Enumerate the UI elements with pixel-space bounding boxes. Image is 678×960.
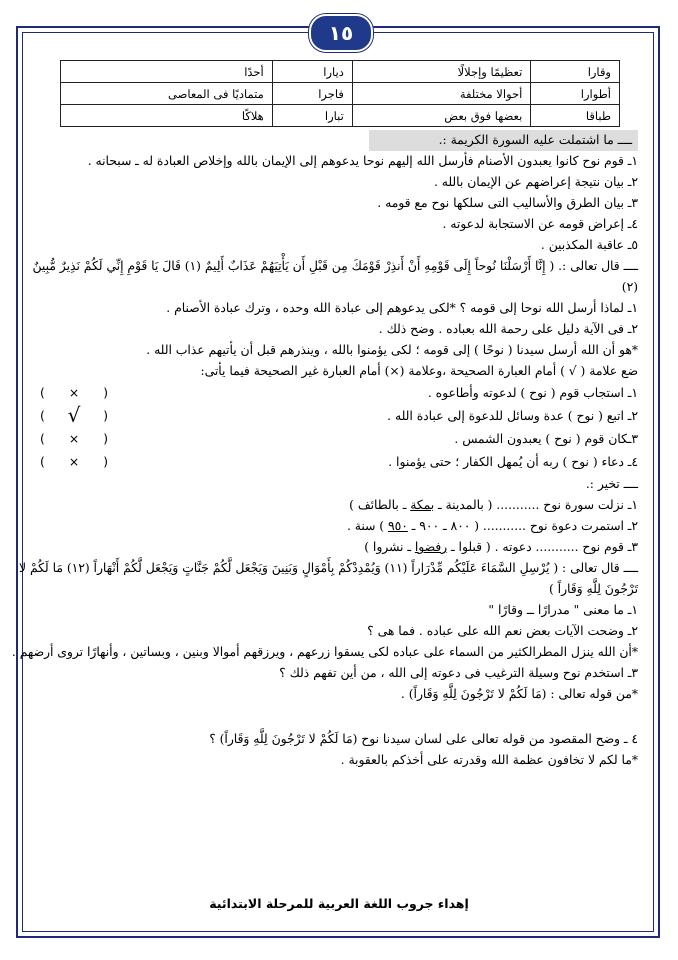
- choose-item: ٢ـ استمرت دعوة نوح ........... ( ٨٠٠ ـ ٩٠٠ ـ ٩٥٠ ) سنة .: [346, 519, 638, 533]
- question-line: ١ـ ما معنى " مدرارًا ــ وقارًا ": [488, 603, 638, 617]
- surah-point: ٥ـ عاقبة المكذبين .: [540, 238, 638, 252]
- answer-line: *ما لكم لا تخافون عظمة الله وقدرته على أخذكم بالعقوبة .: [340, 753, 638, 767]
- answer-line: *هو أن الله أرسل سيدنا ( نوحًا ) إلى قومه ؛ لكى يؤمنوا بالله ، وينذرهم قبل أن يأتيهم عذاب الله .: [146, 343, 638, 357]
- table-row: [61, 105, 620, 127]
- table-cell: فاجرا: [272, 83, 352, 105]
- statement: ٤ـ دعاء ( نوح ) ربه أن يُمهل الكفار ؛ حتى يؤمنوا .: [388, 455, 638, 469]
- table-row: [61, 61, 620, 83]
- question-line: ٢ـ فى الآية دليل على رحمة الله بعباده . وضح ذلك .: [378, 322, 638, 336]
- correct-choice: ٩٥٠: [387, 519, 408, 533]
- true-false-item: ١ـ استجاب قوم ( نوح ) لدعوته وأطاعوه . ( × ): [40, 382, 638, 405]
- answer-line: *أن الله ينزل المطرالكثير من السماء على عباده لكى يسقوا زرعهم ، ويرزقهم أموالا وبنين ، وبساتين ، وأنهارًا تروى أرضهم .: [11, 645, 638, 659]
- question-line: ٢ـ وضحت الآيات بعض نعم الله على عباده . فما هى ؟: [367, 624, 638, 638]
- table-cell: متماديًا فى المعاصى: [61, 83, 273, 105]
- statement: ١ـ استجاب قوم ( نوح ) لدعوته وأطاعوه .: [427, 386, 638, 400]
- correct-choice: رفضوا: [414, 540, 448, 554]
- true-false-item: ٢ـ اتبع ( نوح ) عدة وسائل للدعوة إلى عبادة الله . ( √ ): [40, 403, 638, 427]
- question-line: ١ـ لماذا أرسل الله نوحا إلى قومه ؟ *لكى يدعوهم إلى عبادة الله وحده ، وترك عبادة الأصنام .: [166, 301, 638, 315]
- answer-line: *من قوله تعالى : (مَا لَكُمْ لا تَرْجُونَ لِلَّهِ وَقَاراً) .: [400, 687, 638, 701]
- surah-point: ٢ـ بيان نتيجة إعراضهم عن الإيمان بالله .: [433, 175, 638, 189]
- table-cell: بعضها فوق بعض: [352, 105, 530, 127]
- table-cell: وقارا: [531, 61, 620, 83]
- surah-point: ١ـ قوم نوح كانوا يعبدون الأصنام فأرسل الله إليهم نوحا يدعوهم إلى الإيمان بالله وإخلاص العبادة له ـ سبحانه .: [87, 154, 638, 168]
- answer-mark: ×: [68, 432, 80, 446]
- statement: ٢ـ اتبع ( نوح ) عدة وسائل للدعوة إلى عبادة الله .: [387, 409, 638, 423]
- vocabulary-table: [60, 60, 620, 127]
- answer-mark: ×: [68, 455, 80, 469]
- surah-point: ٣ـ بيان الطرق والأساليب التى سلكها نوح مع قومه .: [377, 196, 638, 210]
- verse-text-continued: تَرْجُونَ لِلَّهِ وَقَاراً ): [548, 582, 638, 596]
- true-false-item: ٤ـ دعاء ( نوح ) ربه أن يُمهل الكفار ؛ حتى يؤمنوا . ( × ): [40, 451, 638, 474]
- table-cell: أحدًا: [61, 61, 273, 83]
- table-cell: طباقا: [531, 105, 620, 127]
- table-cell: هلاكًا: [61, 105, 273, 127]
- choose-item: ٣ـ قوم نوح ........... دعوته . ( قبلوا ـ رفضوا ـ نشروا ): [364, 540, 638, 554]
- table-cell: أطوارا: [531, 83, 620, 105]
- marks-instruction: ضع علامة ( √ ) أمام العبارة الصحيحة ،وعلامة (×) أمام العبارة غير الصحيحة فيما يأتى:: [200, 364, 638, 378]
- document-body: [11, 60, 638, 771]
- true-false-item: ٣ـكان قوم ( نوح ) يعبدون الشمس . ( × ): [40, 428, 638, 451]
- surah-point: ٤ـ إعراض قومه عن الاستجابة لدعوته .: [442, 217, 638, 231]
- question-line: ٤ ـ وضح المقصود من قوله تعالى على لسان سيدنا نوح (مَا لَكُمْ لا تَرْجُونَ لِلَّهِ وَقَاراً) ؟: [209, 732, 638, 746]
- correct-choice: بمكة: [410, 498, 435, 512]
- table-cell: ديارا: [272, 61, 352, 83]
- table-cell: تبارا: [272, 105, 352, 127]
- page-number-badge: ١٥: [309, 14, 373, 52]
- footer-dedication: إهداء جروب اللغة العربية للمرحلة الابتدائية: [209, 896, 469, 911]
- statement: ٣ـكان قوم ( نوح ) يعبدون الشمس .: [454, 432, 638, 446]
- verse-text: ــــ قال تعالى : ( يُرْسِلِ السَّمَاءَ عَلَيْكُم مِّدْرَاراً (١١) وَيُمْدِدْكُمْ بِأَمْوَالٍ وَبَنِينَ وَيَجْعَل لَّكُمْ جَنَّاتٍ وَيَجْعَل لَّكُمْ أَنْهَاراً (١٢) مَا لَكُمْ لا: [19, 561, 638, 575]
- question-line: ٣ـ استخدم نوح وسيلة الترغيب فى دعوته إلى الله ، من أين تفهم ذلك ؟: [279, 666, 638, 680]
- table-cell: تعظيمًا وإجلالًا: [352, 61, 530, 83]
- verse-text-continued: (٢): [621, 280, 638, 294]
- answer-mark: ×: [68, 386, 80, 400]
- choose-heading: ــــ تخير :.: [585, 477, 638, 491]
- verse-text: ــــ قال تعالى :. ( إِنَّا أَرْسَلْنَا نُوحاً إِلَى قَوْمِهِ أَنْ أَنذِرْ قَوْمَكَ مِن قَبْلِ أَن يَأْتِيَهُمْ عَذَابٌ أَلِيمٌ (١) قَالَ يَا قَوْمِ إِنِّي لَكُمْ نَذِيرٌ مُّبِينٌ: [32, 259, 638, 273]
- choose-item: ١ـ نزلت سورة نوح ........... ( بالمدينة ـ بمكة ـ بالطائف ): [349, 498, 638, 512]
- surah-summary-heading: ــــ ما اشتملت عليه السورة الكريمة :.: [369, 130, 638, 151]
- answer-mark: √: [67, 403, 81, 427]
- table-cell: أحوالا مختلفة: [352, 83, 530, 105]
- table-row: [61, 83, 620, 105]
